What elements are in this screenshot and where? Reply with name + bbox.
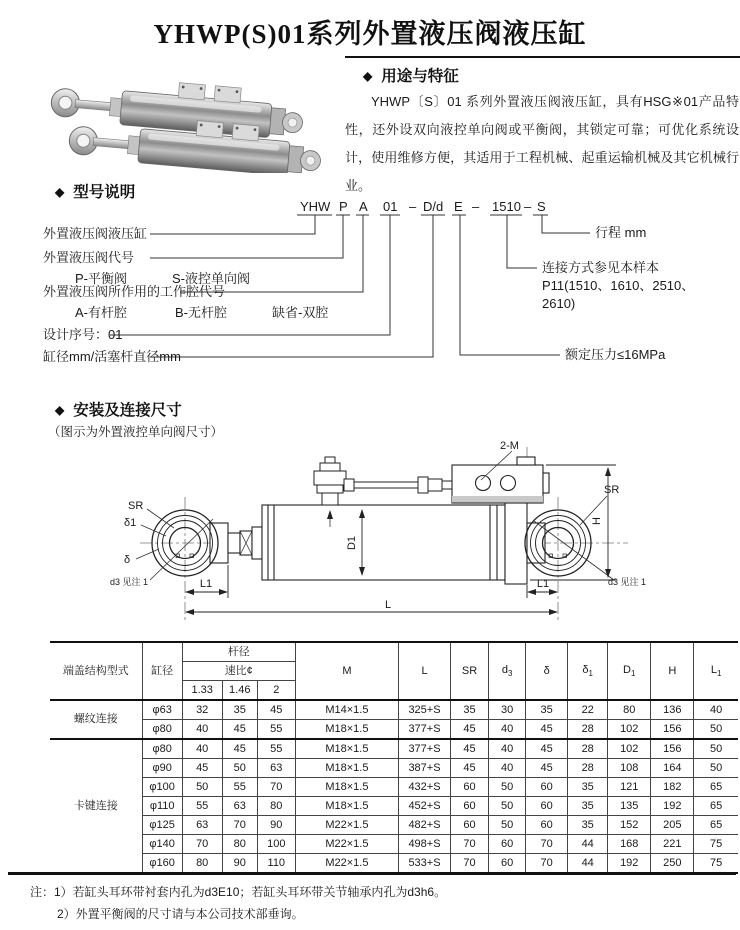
header-cell: M [295, 642, 398, 700]
table-cell: 50 [182, 778, 222, 797]
table-cell: 452+S [398, 797, 450, 816]
table-cell: 50 [489, 797, 526, 816]
table-cell: 50 [489, 816, 526, 835]
table-cell: 121 [608, 778, 651, 797]
table-cell: 533+S [398, 854, 450, 874]
table-cell: 35 [568, 778, 608, 797]
table-cell: 498+S [398, 835, 450, 854]
code-segment: YHW [300, 199, 331, 214]
table-cell: 168 [608, 835, 651, 854]
table-cell: 30 [489, 700, 526, 720]
diamond-icon: ◆ [363, 69, 373, 83]
table-cell: 45 [451, 739, 489, 759]
table-cell: 80 [182, 854, 222, 874]
table-cell: 40 [489, 759, 526, 778]
table-cell: 65 [694, 816, 738, 835]
note-line-2: 2）外置平衡阀的尺寸请与本公司技术部垂询。 [57, 907, 304, 921]
table-cell: 60 [526, 778, 568, 797]
features-top-rule [345, 56, 740, 58]
table-cell: 45 [526, 720, 568, 740]
code-segment: E [454, 199, 463, 214]
label-chamber-default: 缺省-双腔 [272, 305, 329, 320]
label-chamber: 外置液压阀所作用的工作腔代号 [43, 284, 226, 299]
code-segment: S [537, 199, 546, 214]
bore-cell: φ140 [142, 835, 182, 854]
label-l1-right: L1 [536, 578, 550, 590]
table-cell: M18×1.5 [295, 797, 398, 816]
table-cell: 70 [526, 854, 568, 874]
table-cell: 250 [651, 854, 694, 874]
table-cell: 325+S [398, 700, 450, 720]
table-cell: 164 [651, 759, 694, 778]
mounting-heading-text: 安装及连接尺寸 [73, 402, 182, 419]
table-cell: 60 [451, 778, 489, 797]
table-cell: 44 [568, 835, 608, 854]
table-cell: 135 [608, 797, 651, 816]
label-chamber-b: B-无杆腔 [175, 305, 228, 320]
table-cell: 108 [608, 759, 651, 778]
table-cell: 22 [568, 700, 608, 720]
row-group-label: 螺纹连接 [50, 700, 142, 739]
product-photo [32, 58, 337, 173]
table-cell: 35 [451, 700, 489, 720]
valve-block [452, 457, 549, 503]
table-cell: 90 [222, 854, 257, 874]
table-cell: 75 [694, 835, 738, 854]
table-cell: 65 [694, 797, 738, 816]
code-segment: 01 [383, 199, 398, 214]
table-cell: 90 [257, 816, 295, 835]
dimension-table-wrap [50, 641, 738, 874]
table-cell: 192 [651, 797, 694, 816]
table-cell: 60 [526, 797, 568, 816]
cylinder-outline [210, 501, 545, 584]
table-cell: 100 [257, 835, 295, 854]
table-cell: 152 [608, 816, 651, 835]
table-cell: 40 [489, 739, 526, 759]
technical-drawing [0, 435, 740, 635]
header-cell: H [651, 642, 694, 700]
table-cell: 192 [608, 854, 651, 874]
label-d1: D1 [346, 535, 358, 551]
table-cell: 482+S [398, 816, 450, 835]
row-group-label: 卡键连接 [50, 739, 142, 873]
table-cell: 45 [526, 739, 568, 759]
table-cell: 205 [651, 816, 694, 835]
header-bore: 缸径 [142, 642, 182, 700]
table-cell: 110 [257, 854, 295, 874]
table-cell: 70 [451, 854, 489, 874]
table-cell: 50 [222, 759, 257, 778]
features-heading-text: 用途与特征 [381, 68, 459, 85]
bore-cell: φ90 [142, 759, 182, 778]
label-sr-left: SR [128, 500, 144, 512]
code-segment: – [524, 199, 532, 214]
table-cell: 377+S [398, 720, 450, 740]
table-cell: 55 [257, 720, 295, 740]
table-cell: 32 [182, 700, 222, 720]
dimension-table [50, 641, 738, 874]
table-cell: 50 [694, 739, 738, 759]
table-cell: 63 [257, 759, 295, 778]
table-cell: 102 [608, 739, 651, 759]
table-cell: 35 [526, 700, 568, 720]
page-title: YHWP(S)01系列外置液压阀液压缸 [153, 19, 587, 49]
table-cell: 75 [694, 854, 738, 874]
table-cell: 60 [489, 835, 526, 854]
label-connection-3: 2610) [542, 296, 576, 311]
table-cell: 45 [257, 700, 295, 720]
table-cell: 156 [651, 739, 694, 759]
label-connection-1: 连接方式参见本样本 [542, 260, 660, 275]
table-cell: M22×1.5 [295, 816, 398, 835]
label-valve-p: P-平衡阀 [75, 271, 128, 286]
bore-cell: φ80 [142, 739, 182, 759]
table-cell: 377+S [398, 739, 450, 759]
table-cell: 136 [651, 700, 694, 720]
header-cell: L [398, 642, 450, 700]
table-cell: 60 [526, 816, 568, 835]
label-stroke: 行程 mm [595, 225, 647, 240]
table-cell: 50 [489, 778, 526, 797]
bore-cell: φ100 [142, 778, 182, 797]
table-cell: 80 [608, 700, 651, 720]
mounting-subtitle: （图示为外置液控单向阀尺寸） [48, 425, 224, 439]
header-speed-ratio: 速比¢ [182, 662, 295, 681]
model-code-row [300, 199, 546, 214]
table-cell: 44 [568, 854, 608, 874]
header-ratio: 2 [257, 681, 295, 701]
table-cell: 70 [182, 835, 222, 854]
label-delta1: δ1 [124, 517, 137, 529]
label-bore-rod: 缸径mm/活塞杆直径mm [43, 349, 181, 364]
table-cell: 45 [526, 759, 568, 778]
header-cell: $\delta_1$ [568, 642, 608, 700]
label-valve-code: 外置液压阀代号 [43, 250, 135, 265]
code-segment: – [409, 199, 417, 214]
label-delta: δ [124, 554, 131, 566]
code-segment: A [359, 199, 368, 214]
table-cell: 63 [182, 816, 222, 835]
table-cell: 45 [451, 720, 489, 740]
table-cell: M22×1.5 [295, 854, 398, 874]
table-cell: 28 [568, 739, 608, 759]
bore-cell: φ125 [142, 816, 182, 835]
table-cell: 40 [489, 720, 526, 740]
table-cell: 70 [451, 835, 489, 854]
header-cell: $L_1$ [694, 642, 738, 700]
header-ratio: 1.33 [182, 681, 222, 701]
table-cell: 387+S [398, 759, 450, 778]
table-cell: 45 [182, 759, 222, 778]
table-cell: 80 [257, 797, 295, 816]
label-cylinder: 外置液压阀液压缸 [43, 226, 148, 241]
code-segment: D/d [423, 199, 444, 214]
table-cell: 35 [568, 816, 608, 835]
header-cell: SR [451, 642, 489, 700]
label-sr-right: SR [604, 484, 620, 496]
table-cell: M18×1.5 [295, 720, 398, 740]
bottom-rule [8, 872, 736, 875]
table-cell: 80 [222, 835, 257, 854]
table-cell: 40 [694, 700, 738, 720]
table-cell: M18×1.5 [295, 759, 398, 778]
table-cell: 55 [182, 797, 222, 816]
table-cell: M18×1.5 [295, 778, 398, 797]
label-l: L [384, 599, 392, 611]
label-l1-left: L1 [199, 578, 213, 590]
features-paragraph: YHWP〔S〕01 系列外置液压阀液压缸，具有HSG※01产品特性，还外设双向液控单向阀或平衡阀，其锁定可靠；可优化系统设计，使用维修方便，其适用于工程机械、起重运输机械及其它机械行业。 [345, 94, 739, 194]
code-segment: 1510 [492, 199, 521, 214]
diamond-icon: ◆ [55, 185, 65, 199]
note-line-1: 注：1）若缸头耳环带衬套内孔为d3E10；若缸头耳环带关节轴承内孔为d3h6。 [30, 885, 447, 899]
label-h: H [591, 517, 603, 525]
table-cell: 102 [608, 720, 651, 740]
table-cell: 70 [222, 816, 257, 835]
model-code-diagram [0, 195, 740, 373]
table-cell: 50 [694, 720, 738, 740]
code-segment: – [472, 199, 480, 214]
table-cell: 35 [222, 700, 257, 720]
pilot-valve-fitting [314, 457, 452, 505]
table-cell: 156 [651, 720, 694, 740]
table-cell: 40 [182, 720, 222, 740]
table-cell: 432+S [398, 778, 450, 797]
bore-cell: φ110 [142, 797, 182, 816]
code-segment: P [339, 199, 348, 214]
bore-cell: φ160 [142, 854, 182, 874]
table-cell: 45 [222, 739, 257, 759]
label-d3-right: d3 见注 1 [608, 577, 647, 587]
label-d3-left: d3 见注 1 [110, 577, 149, 587]
features-heading [363, 64, 459, 86]
dimension-table-body [50, 642, 738, 873]
table-cell: 55 [257, 739, 295, 759]
label-pressure: 额定压力≤16MPa [565, 347, 666, 362]
mounting-heading [55, 398, 182, 420]
table-cell: 55 [222, 778, 257, 797]
table-cell: 182 [651, 778, 694, 797]
diamond-icon: ◆ [55, 403, 65, 417]
label-2m: 2-M [500, 440, 519, 452]
table-cell: 63 [222, 797, 257, 816]
table-cell: 40 [182, 739, 222, 759]
table-cell: 35 [568, 797, 608, 816]
table-cell: 60 [489, 854, 526, 874]
table-cell: 60 [451, 797, 489, 816]
label-design-no: 设计序号：01 [43, 327, 123, 342]
header-cell: $D_1$ [608, 642, 651, 700]
label-chamber-a: A-有杆腔 [75, 305, 128, 320]
model-heading-text: 型号说明 [73, 184, 136, 201]
table-cell: 70 [257, 778, 295, 797]
table-cell: 45 [222, 720, 257, 740]
label-connection-2: P11(1510、1610、2510、 [542, 278, 695, 293]
label-valve-s: S-液控单向阀 [172, 271, 251, 286]
table-cell: 221 [651, 835, 694, 854]
table-cell: M22×1.5 [295, 835, 398, 854]
bore-cell: φ63 [142, 700, 182, 720]
model-right-labels [542, 225, 694, 362]
table-cell: 65 [694, 778, 738, 797]
header-endcap-type: 端盖结构型式 [50, 642, 142, 700]
table-cell: 28 [568, 759, 608, 778]
header-cell: δ [526, 642, 568, 700]
bore-cell: φ80 [142, 720, 182, 740]
table-cell: M14×1.5 [295, 700, 398, 720]
table-cell: 50 [694, 759, 738, 778]
header-ratio: 1.46 [222, 681, 257, 701]
table-cell: M18×1.5 [295, 739, 398, 759]
table-cell: 28 [568, 720, 608, 740]
table-cell: 45 [451, 759, 489, 778]
header-cell: $d_3$ [489, 642, 526, 700]
header-rod-diameter: 杆径 [182, 642, 295, 662]
model-left-labels [43, 226, 328, 364]
table-cell: 70 [526, 835, 568, 854]
table-cell: 60 [451, 816, 489, 835]
